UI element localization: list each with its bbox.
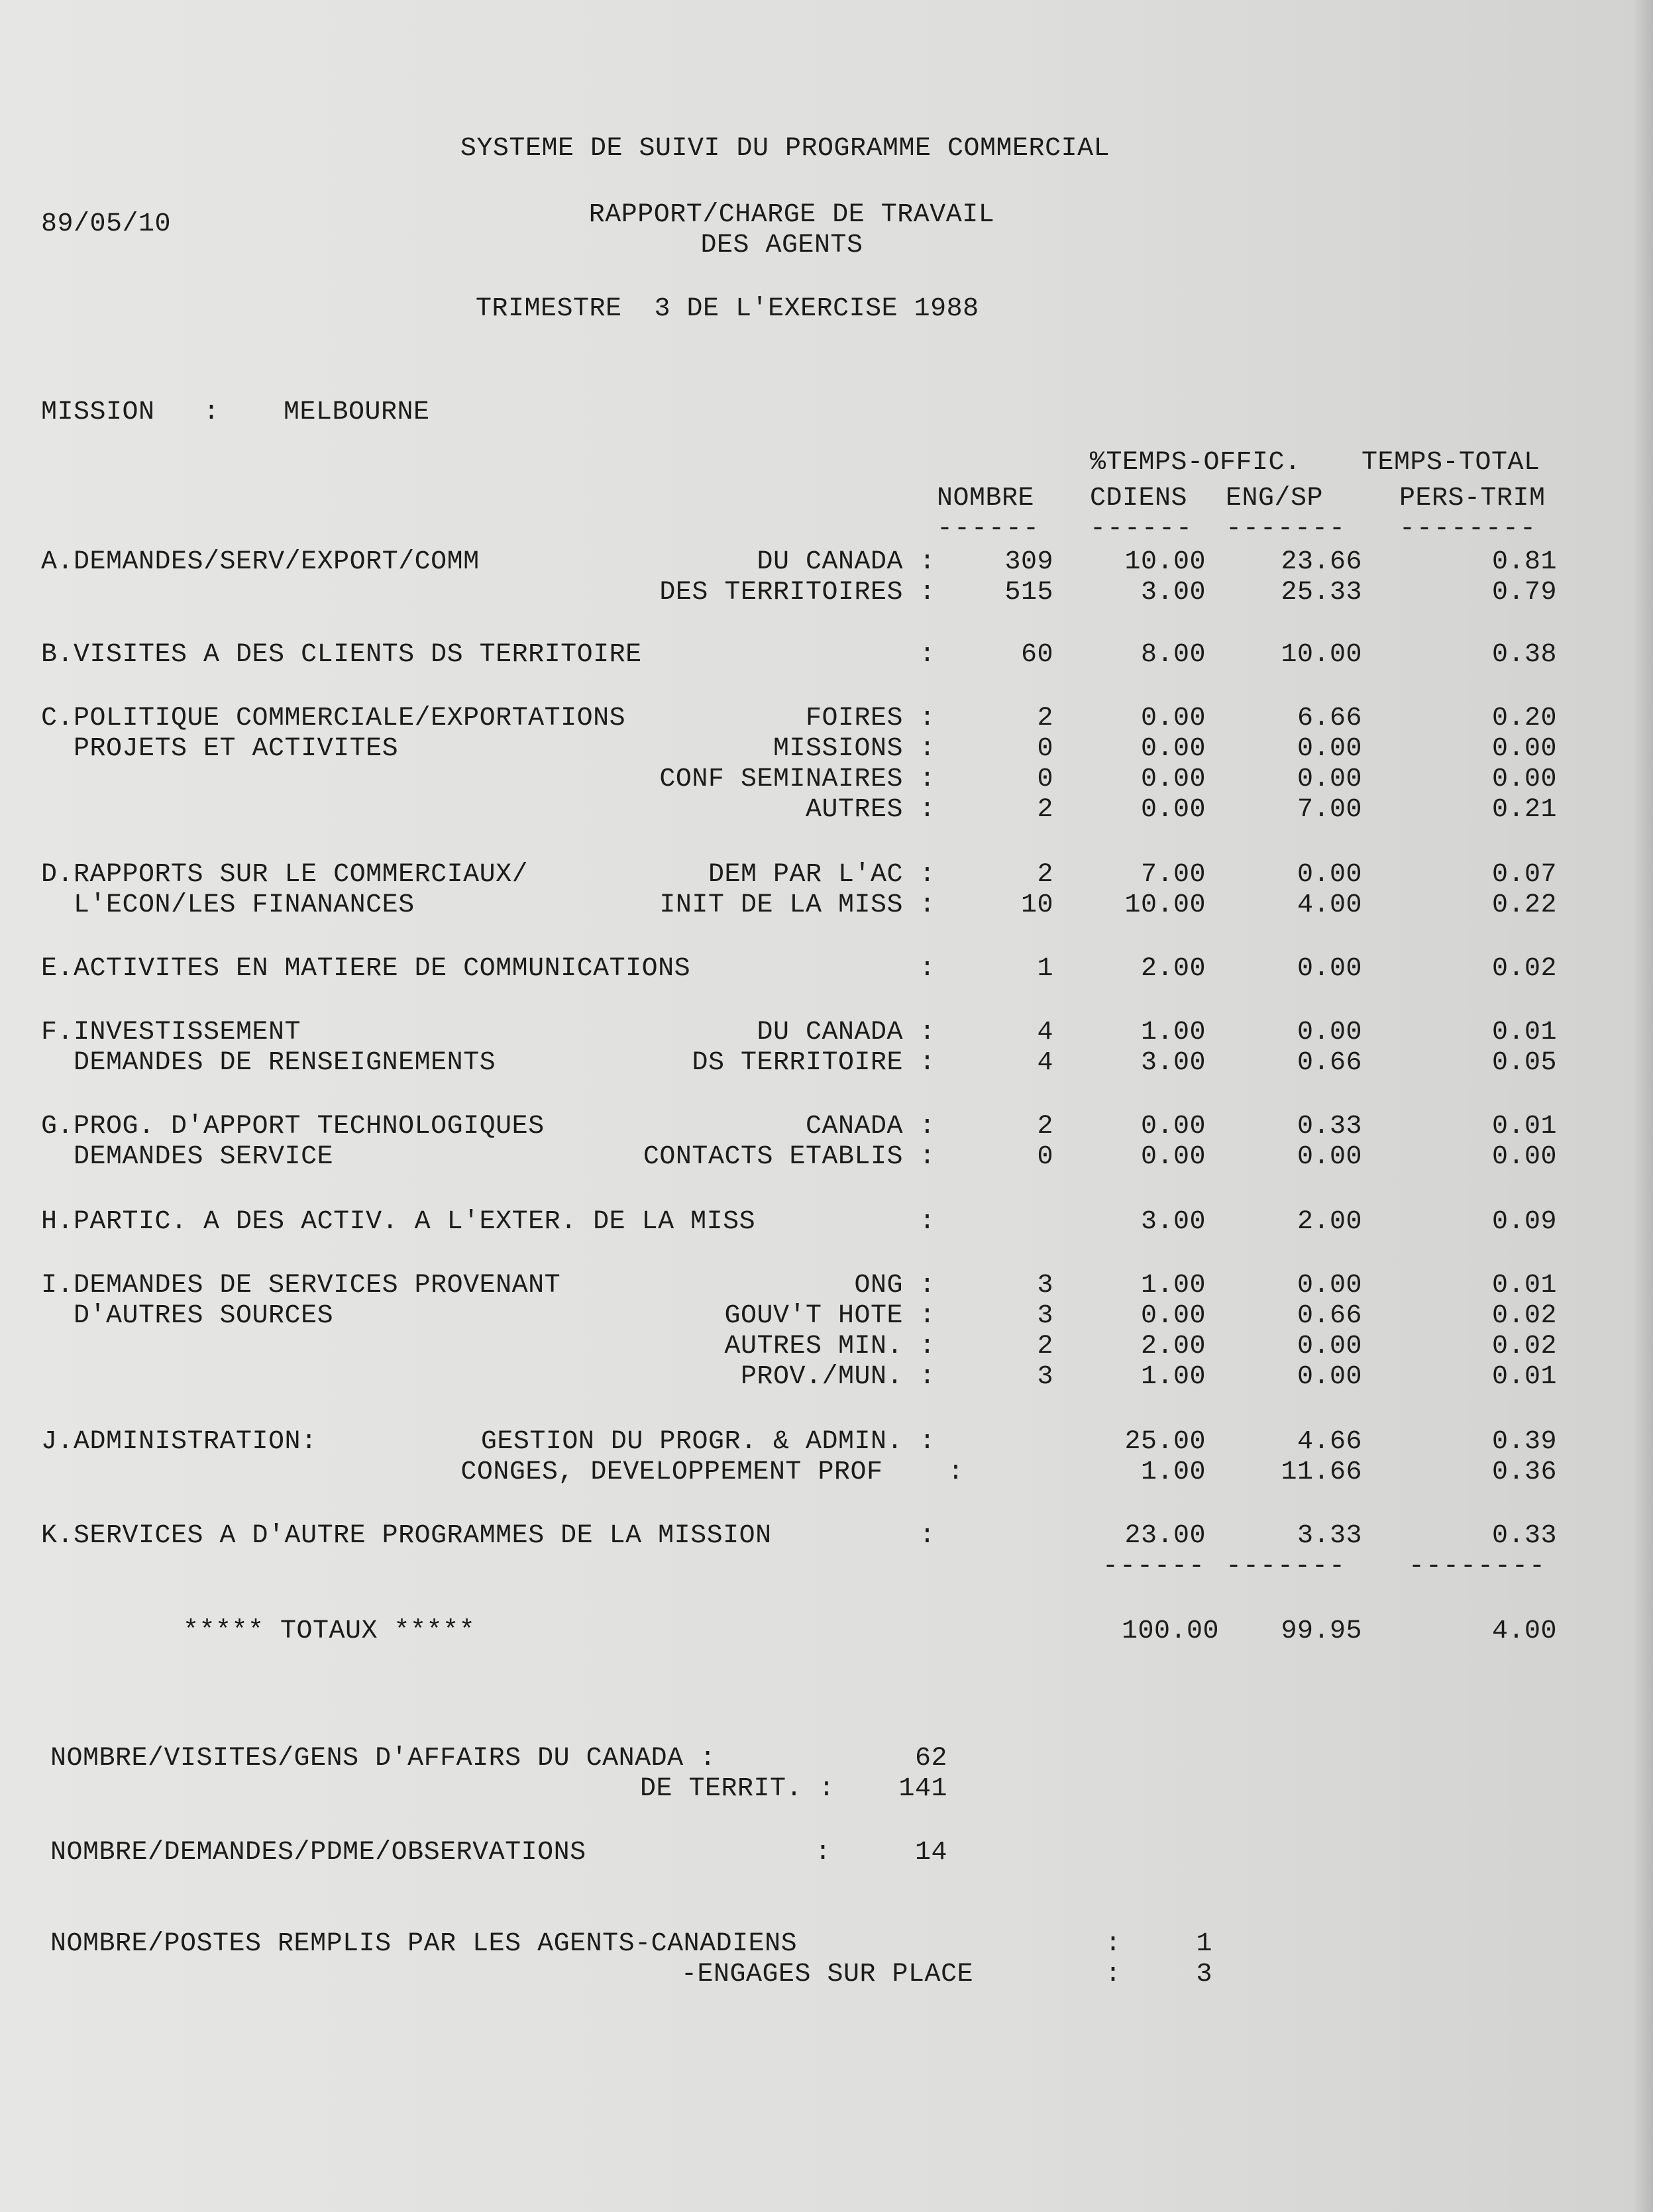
row-label: K.SERVICES A D'AUTRE PROGRAMMES DE LA MISSION xyxy=(41,1521,772,1551)
row-pers-trim: 0.01 xyxy=(1491,1271,1557,1300)
row-engsp: 6.66 xyxy=(1297,704,1362,733)
col-header-cdiens: CDIENS xyxy=(1090,484,1188,513)
row-label: F.INVESTISSEMENT xyxy=(41,1018,301,1047)
report-subtitle: DES AGENTS xyxy=(700,231,863,260)
system-title: SYSTEME DE SUIVI DU PROGRAMME COMMERCIAL xyxy=(460,134,1110,164)
total-rule-cdiens: ------ xyxy=(1102,1552,1206,1581)
row-engsp: 0.00 xyxy=(1297,734,1362,764)
row-engsp: 0.00 xyxy=(1297,764,1362,794)
row-sublabel: AUTRES : xyxy=(805,795,935,825)
row-sublabel: DU CANADA : xyxy=(757,547,935,577)
row-nombre: 2 xyxy=(1037,1332,1053,1361)
row-pers-trim: 0.00 xyxy=(1491,734,1557,764)
row-sublabel: : xyxy=(919,954,935,984)
row-cdiens: 2.00 xyxy=(1140,954,1206,984)
row-engsp: 0.00 xyxy=(1297,1271,1362,1300)
row-sublabel: DEM PAR L'AC : xyxy=(708,860,935,890)
row-cdiens: 1.00 xyxy=(1140,1018,1206,1047)
row-cdiens: 3.00 xyxy=(1140,1207,1206,1237)
row-pers-trim: 0.05 xyxy=(1491,1048,1557,1078)
pdme-colon: : xyxy=(815,1838,831,1868)
row-pers-trim: 0.38 xyxy=(1491,640,1557,670)
row-cdiens: 0.00 xyxy=(1140,795,1206,825)
row-nombre: 0 xyxy=(1037,1142,1053,1172)
row-cdiens: 25.00 xyxy=(1124,1427,1206,1457)
row-nombre: 3 xyxy=(1037,1271,1053,1300)
pdme-label: NOMBRE/DEMANDES/PDME/OBSERVATIONS xyxy=(50,1838,586,1868)
row-label: DEMANDES DE RENSEIGNEMENTS xyxy=(41,1048,496,1078)
row-engsp: 10.00 xyxy=(1281,640,1362,670)
row-nombre: 4 xyxy=(1037,1048,1053,1078)
row-cdiens: 0.00 xyxy=(1140,734,1206,764)
report-date: 89/05/10 xyxy=(41,209,172,239)
row-engsp: 25.33 xyxy=(1281,578,1362,607)
row-engsp: 23.66 xyxy=(1281,547,1362,577)
pdme-value: 14 xyxy=(914,1838,947,1868)
row-nombre: 2 xyxy=(1037,704,1053,733)
row-cdiens: 0.00 xyxy=(1140,764,1206,794)
row-engsp: 0.00 xyxy=(1297,1332,1362,1361)
row-nombre: 2 xyxy=(1037,860,1053,890)
col-rule-pers-trim: -------- xyxy=(1399,514,1538,544)
row-nombre: 60 xyxy=(1020,640,1053,670)
row-cdiens: 1.00 xyxy=(1140,1457,1206,1487)
engages-colon: : xyxy=(1105,1960,1122,1989)
row-engsp: 7.00 xyxy=(1297,795,1362,825)
row-label: J.ADMINISTRATION: xyxy=(41,1427,317,1457)
row-nombre: 2 xyxy=(1037,795,1053,825)
row-cdiens: 3.00 xyxy=(1140,578,1206,607)
row-nombre: 0 xyxy=(1037,764,1053,794)
row-sublabel: PROV./MUN. : xyxy=(740,1362,935,1392)
row-pers-trim: 0.21 xyxy=(1491,795,1557,825)
row-cdiens: 23.00 xyxy=(1124,1521,1206,1551)
row-label: E.ACTIVITES EN MATIERE DE COMMUNICATIONS xyxy=(41,954,691,984)
row-cdiens: 0.00 xyxy=(1140,704,1206,733)
row-engsp: 2.00 xyxy=(1297,1207,1362,1237)
report-title: RAPPORT/CHARGE DE TRAVAIL xyxy=(588,200,995,230)
row-label: L'ECON/LES FINANANCES xyxy=(41,890,415,920)
row-sublabel: CONGES, DEVELOPPEMENT PROF : xyxy=(460,1457,964,1487)
row-pers-trim: 0.02 xyxy=(1491,1301,1557,1331)
row-sublabel: DS TERRITOIRE : xyxy=(692,1048,935,1078)
row-cdiens: 3.00 xyxy=(1140,1048,1206,1078)
row-nombre: 0 xyxy=(1037,734,1053,764)
total-pers-trim: 4.00 xyxy=(1491,1616,1557,1646)
row-pers-trim: 0.01 xyxy=(1491,1112,1557,1141)
row-sublabel: INIT DE LA MISS : xyxy=(659,890,935,920)
postes-colon: : xyxy=(1105,1929,1122,1959)
engages-label: -ENGAGES SUR PLACE xyxy=(681,1960,974,1989)
row-sublabel: ONG : xyxy=(854,1271,935,1300)
postes-label: NOMBRE/POSTES REMPLIS PAR LES AGENTS-CANADIENS xyxy=(50,1929,798,1959)
row-sublabel: GESTION DU PROGR. & ADMIN. : xyxy=(480,1427,935,1457)
row-label: B.VISITES A DES CLIENTS DS TERRITOIRE xyxy=(41,640,642,670)
total-engsp: 99.95 xyxy=(1281,1616,1362,1646)
row-engsp: 0.66 xyxy=(1297,1301,1362,1331)
row-label: I.DEMANDES DE SERVICES PROVENANT xyxy=(41,1271,561,1300)
row-sublabel: : xyxy=(919,1521,935,1551)
visits-canada-label: NOMBRE/VISITES/GENS D'AFFAIRS DU CANADA : xyxy=(50,1744,716,1773)
mission-value: MELBOURNE xyxy=(284,397,430,427)
row-nombre: 515 xyxy=(1004,578,1053,607)
row-cdiens: 10.00 xyxy=(1124,890,1206,920)
col-rule-nombre: ------ xyxy=(937,514,1041,544)
row-pers-trim: 0.01 xyxy=(1491,1018,1557,1047)
row-pers-trim: 0.20 xyxy=(1491,704,1557,733)
row-label: A.DEMANDES/SERV/EXPORT/COMM xyxy=(41,547,480,577)
row-nombre: 1 xyxy=(1037,954,1053,984)
row-cdiens: 0.00 xyxy=(1140,1301,1206,1331)
row-sublabel: DU CANADA : xyxy=(757,1018,935,1047)
col-header-temps-offic: %TEMPS-OFFIC. xyxy=(1090,448,1301,478)
row-cdiens: 8.00 xyxy=(1140,640,1206,670)
visits-territ-label: DE TERRIT. : xyxy=(639,1774,835,1804)
postes-value: 1 xyxy=(1196,1929,1212,1959)
row-label: D'AUTRES SOURCES xyxy=(41,1301,334,1331)
col-header-temps-total: TEMPS-TOTAL xyxy=(1361,448,1540,478)
row-label: C.POLITIQUE COMMERCIALE/EXPORTATIONS xyxy=(41,704,626,733)
row-pers-trim: 0.01 xyxy=(1491,1362,1557,1392)
row-engsp: 0.00 xyxy=(1297,1362,1362,1392)
row-sublabel: MISSIONS : xyxy=(773,734,935,764)
row-sublabel: CONF SEMINAIRES : xyxy=(659,764,935,794)
row-cdiens: 1.00 xyxy=(1140,1271,1206,1300)
row-engsp: 0.00 xyxy=(1297,1018,1362,1047)
row-cdiens: 0.00 xyxy=(1140,1142,1206,1172)
row-engsp: 0.33 xyxy=(1297,1112,1362,1141)
row-engsp: 0.66 xyxy=(1297,1048,1362,1078)
row-sublabel: FOIRES : xyxy=(805,704,935,733)
total-cdiens: 100.00 xyxy=(1121,1616,1219,1646)
row-cdiens: 7.00 xyxy=(1140,860,1206,890)
row-sublabel: AUTRES MIN. : xyxy=(724,1332,935,1361)
row-engsp: 0.00 xyxy=(1297,860,1362,890)
row-pers-trim: 0.33 xyxy=(1491,1521,1557,1551)
row-engsp: 0.00 xyxy=(1297,1142,1362,1172)
row-cdiens: 1.00 xyxy=(1140,1362,1206,1392)
row-sublabel: : xyxy=(919,1207,935,1237)
row-cdiens: 10.00 xyxy=(1124,547,1206,577)
row-label: G.PROG. D'APPORT TECHNOLOGIQUES xyxy=(41,1112,545,1141)
visits-canada-value: 62 xyxy=(914,1744,947,1773)
engages-value: 3 xyxy=(1196,1960,1212,1989)
row-label: H.PARTIC. A DES ACTIV. A L'EXTER. DE LA MISS xyxy=(41,1207,756,1237)
row-engsp: 3.33 xyxy=(1297,1521,1362,1551)
row-pers-trim: 0.02 xyxy=(1491,954,1557,984)
row-engsp: 4.00 xyxy=(1297,890,1362,920)
visits-territ-value: 141 xyxy=(898,1774,947,1804)
row-sublabel: GOUV'T HOTE : xyxy=(724,1301,935,1331)
row-pers-trim: 0.00 xyxy=(1491,1142,1557,1172)
row-engsp: 4.66 xyxy=(1297,1427,1362,1457)
row-sublabel: CONTACTS ETABLIS : xyxy=(643,1142,935,1172)
row-pers-trim: 0.02 xyxy=(1491,1332,1557,1361)
row-label: DEMANDES SERVICE xyxy=(41,1142,334,1172)
col-rule-engsp: ------- xyxy=(1226,514,1347,544)
row-engsp: 0.00 xyxy=(1297,954,1362,984)
row-pers-trim: 0.39 xyxy=(1491,1427,1557,1457)
row-nombre: 2 xyxy=(1037,1112,1053,1141)
row-pers-trim: 0.81 xyxy=(1491,547,1557,577)
row-cdiens: 2.00 xyxy=(1140,1332,1206,1361)
row-nombre: 3 xyxy=(1037,1362,1053,1392)
row-sublabel: DES TERRITOIRES : xyxy=(659,578,935,607)
total-rule-pers-trim: -------- xyxy=(1409,1552,1547,1581)
row-pers-trim: 0.00 xyxy=(1491,764,1557,794)
mission-label: MISSION : xyxy=(41,397,220,427)
row-engsp: 11.66 xyxy=(1281,1457,1362,1487)
row-nombre: 10 xyxy=(1020,890,1053,920)
totals-label: ***** TOTAUX ***** xyxy=(183,1616,476,1646)
row-sublabel: CANADA : xyxy=(805,1112,935,1141)
row-nombre: 3 xyxy=(1037,1301,1053,1331)
row-pers-trim: 0.07 xyxy=(1491,860,1557,890)
row-cdiens: 0.00 xyxy=(1140,1112,1206,1141)
page-shadow-edge xyxy=(1633,0,1653,2212)
total-rule-engsp: ------- xyxy=(1226,1552,1347,1581)
row-pers-trim: 0.09 xyxy=(1491,1207,1557,1237)
col-header-pers-trim: PERS-TRIM xyxy=(1399,484,1546,513)
row-label: D.RAPPORTS SUR LE COMMERCIAUX/ xyxy=(41,860,529,890)
row-nombre: 4 xyxy=(1037,1018,1053,1047)
col-header-nombre: NOMBRE xyxy=(937,484,1035,513)
row-pers-trim: 0.22 xyxy=(1491,890,1557,920)
col-header-engsp: ENG/SP xyxy=(1226,484,1324,513)
col-rule-cdiens: ------ xyxy=(1090,514,1194,544)
row-label: PROJETS ET ACTIVITES xyxy=(41,734,399,764)
row-sublabel: : xyxy=(919,640,935,670)
trimester-line: TRIMESTRE 3 DE L'EXERCISE 1988 xyxy=(476,294,979,324)
row-nombre: 309 xyxy=(1004,547,1053,577)
row-pers-trim: 0.79 xyxy=(1491,578,1557,607)
row-pers-trim: 0.36 xyxy=(1491,1457,1557,1487)
